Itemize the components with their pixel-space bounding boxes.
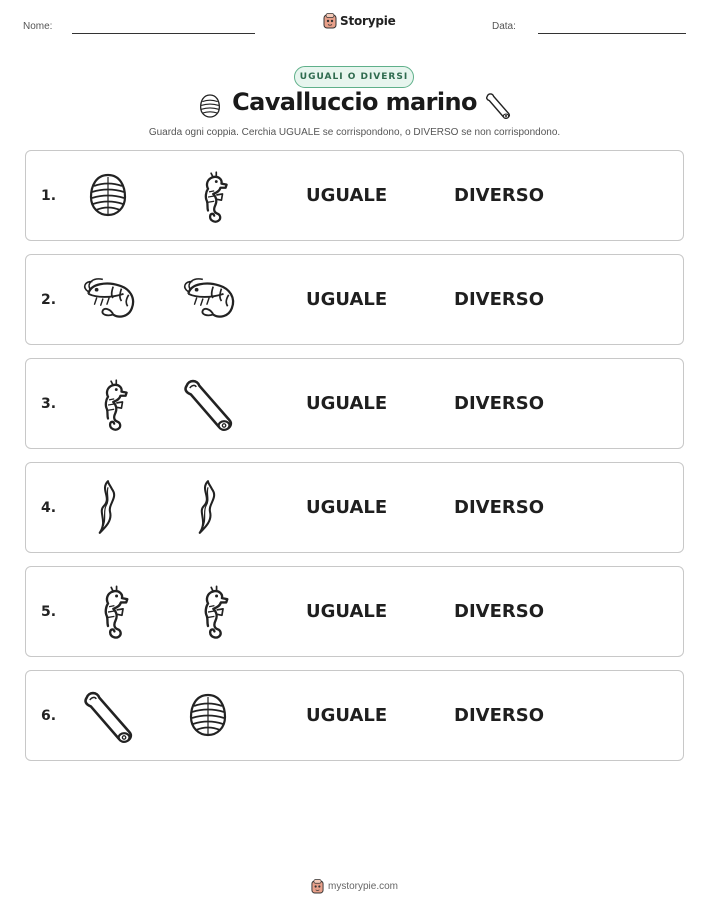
option-different[interactable]: DIVERSO [454, 289, 544, 310]
option-same[interactable]: UGUALE [306, 393, 388, 414]
date-field[interactable] [538, 33, 686, 34]
seahorse-icon [78, 581, 138, 641]
question-row-2 [25, 254, 684, 345]
question-number: 1. [41, 188, 57, 204]
seahorse-icon [178, 581, 238, 641]
option-same[interactable]: UGUALE [306, 705, 388, 726]
question-row-5 [25, 566, 684, 657]
brand-name: Storypie [340, 14, 396, 28]
shrimp-icon [78, 269, 138, 329]
option-different[interactable]: DIVERSO [454, 497, 544, 518]
question-number: 2. [41, 292, 57, 308]
option-different[interactable]: DIVERSO [454, 393, 544, 414]
option-different[interactable]: DIVERSO [454, 601, 544, 622]
seaweed-icon [78, 477, 138, 537]
sea-cucumber-icon [78, 685, 138, 745]
option-different[interactable]: DIVERSO [454, 705, 544, 726]
shell-icon [178, 685, 238, 745]
question-number: 6. [41, 708, 57, 724]
sea-cucumber-icon [483, 91, 515, 121]
shell-icon [78, 165, 138, 225]
footer-website[interactable]: mystorypie.com [327, 881, 398, 892]
question-row-1 [25, 150, 684, 241]
question-number: 5. [41, 604, 57, 620]
seahorse-icon [178, 165, 238, 225]
page-title: Cavalluccio marino [232, 88, 477, 116]
question-number: 3. [41, 396, 57, 412]
seahorse-icon [78, 373, 138, 433]
footer [0, 879, 709, 894]
sea-cucumber-icon [178, 373, 238, 433]
name-label: Nome: [23, 21, 53, 32]
date-label: Data: [492, 21, 516, 32]
storypie-mascot-icon [311, 879, 324, 894]
instructions: Guarda ogni coppia. Cerchia UGUALE se corrispondono, o DIVERSO se non corrispondono. [148, 127, 561, 138]
option-same[interactable]: UGUALE [306, 601, 388, 622]
question-row-6 [25, 670, 684, 761]
worksheet-type-badge: UGUALI O DIVERSI [294, 66, 414, 88]
question-row-3 [25, 358, 684, 449]
question-row-4 [25, 462, 684, 553]
seaweed-icon [178, 477, 238, 537]
option-different[interactable]: DIVERSO [454, 185, 544, 206]
shrimp-icon [178, 269, 238, 329]
option-same[interactable]: UGUALE [306, 289, 388, 310]
option-same[interactable]: UGUALE [306, 497, 388, 518]
option-same[interactable]: UGUALE [306, 185, 388, 206]
question-number: 4. [41, 500, 57, 516]
name-field[interactable] [72, 33, 255, 34]
storypie-mascot-icon [323, 13, 337, 29]
brand-logo [323, 13, 396, 29]
